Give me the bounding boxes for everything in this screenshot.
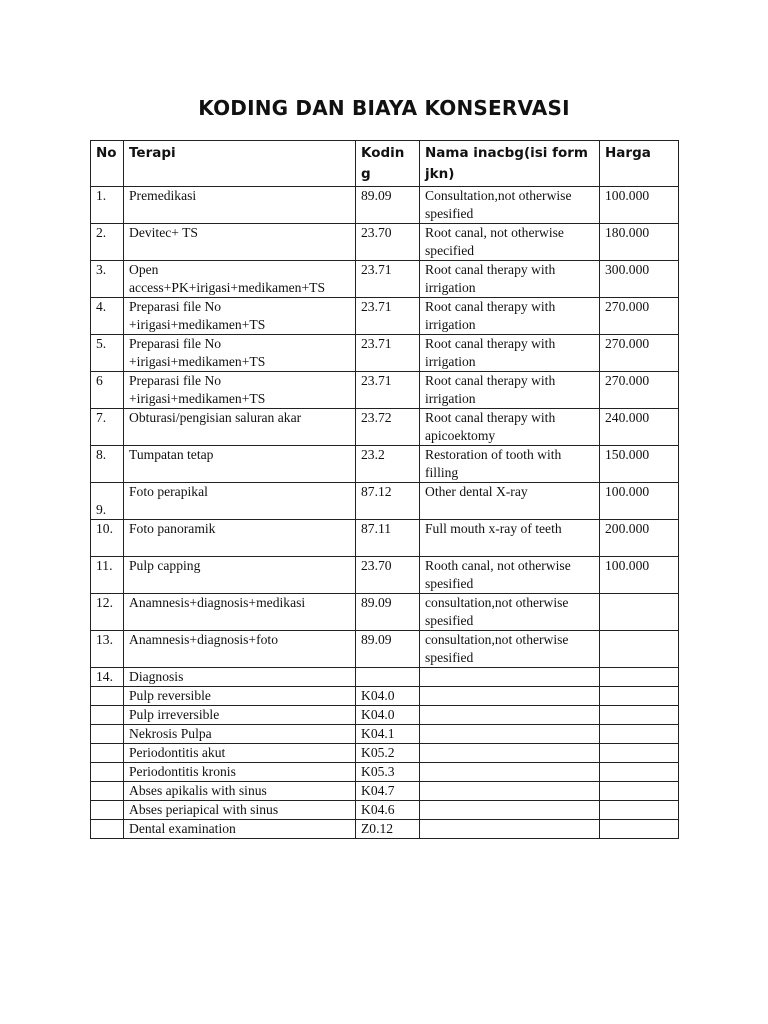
table-row (91, 706, 679, 725)
cell-nama: Restoration of tooth with filling (420, 446, 600, 483)
cell-no: 13. (91, 631, 124, 668)
cell-koding: 87.11 (356, 520, 420, 557)
cell-koding: K05.3 (356, 763, 420, 782)
cell-terapi: Diagnosis (124, 668, 356, 687)
cell-harga (600, 820, 679, 839)
cell-harga: 270.000 (600, 335, 679, 372)
cell-harga (600, 594, 679, 631)
cell-nama (420, 763, 600, 782)
cell-no: 7. (91, 409, 124, 446)
cell-no: 8. (91, 446, 124, 483)
table-row (91, 261, 679, 298)
cell-koding: K04.1 (356, 725, 420, 744)
table-row (91, 725, 679, 744)
cell-terapi: Devitec+ TS (124, 224, 356, 261)
table-row (91, 744, 679, 763)
table-row (91, 594, 679, 631)
cell-harga (600, 706, 679, 725)
cell-no (91, 725, 124, 744)
cell-terapi: Pulp capping (124, 557, 356, 594)
table-row (91, 631, 679, 668)
cell-no (91, 820, 124, 839)
cell-nama: Other dental X-ray (420, 483, 600, 520)
cell-terapi: Preparasi file No +irigasi+medikamen+TS (124, 372, 356, 409)
cell-harga: 270.000 (600, 298, 679, 335)
cell-harga (600, 631, 679, 668)
table-row (91, 820, 679, 839)
cell-no (91, 744, 124, 763)
cell-harga: 300.000 (600, 261, 679, 298)
cell-koding: K05.2 (356, 744, 420, 763)
cell-koding: 89.09 (356, 594, 420, 631)
table-row (91, 520, 679, 557)
koding-biaya-table (90, 140, 679, 839)
cell-nama: Root canal, not otherwise specified (420, 224, 600, 261)
cell-nama (420, 801, 600, 820)
cell-terapi: Abses periapical with sinus (124, 801, 356, 820)
cell-koding: K04.0 (356, 706, 420, 725)
cell-harga: 240.000 (600, 409, 679, 446)
header-koding: Koding (356, 141, 420, 187)
header-harga: Harga (600, 141, 679, 187)
cell-terapi: Foto perapikal (124, 483, 356, 520)
cell-koding: 87.12 (356, 483, 420, 520)
cell-koding: 23.2 (356, 446, 420, 483)
cell-nama (420, 744, 600, 763)
cell-terapi: Obturasi/pengisian saluran akar (124, 409, 356, 446)
cell-harga: 100.000 (600, 187, 679, 224)
cell-no: 1. (91, 187, 124, 224)
cell-harga: 100.000 (600, 557, 679, 594)
cell-harga: 150.000 (600, 446, 679, 483)
cell-nama: Root canal therapy with apicoektomy (420, 409, 600, 446)
cell-harga (600, 725, 679, 744)
table-row (91, 483, 679, 520)
table-row (91, 187, 679, 224)
cell-koding: 89.09 (356, 187, 420, 224)
table-row (91, 224, 679, 261)
cell-no: 9. (91, 483, 124, 520)
cell-terapi: Preparasi file No +irigasi+medikamen+TS (124, 298, 356, 335)
cell-nama: Root canal therapy with irrigation (420, 261, 600, 298)
cell-terapi: Pulp reversible (124, 687, 356, 706)
cell-koding: 23.70 (356, 224, 420, 261)
cell-no: 6 (91, 372, 124, 409)
table-row (91, 298, 679, 335)
cell-no (91, 706, 124, 725)
cell-harga (600, 782, 679, 801)
table-row (91, 557, 679, 594)
cell-terapi: Anamnesis+diagnosis+foto (124, 631, 356, 668)
cell-koding: K04.6 (356, 801, 420, 820)
cell-terapi: Premedikasi (124, 187, 356, 224)
cell-koding: 23.71 (356, 261, 420, 298)
cell-terapi: Open access+PK+irigasi+medikamen+TS (124, 261, 356, 298)
cell-no: 14. (91, 668, 124, 687)
cell-nama (420, 820, 600, 839)
table-row (91, 782, 679, 801)
cell-koding: 23.71 (356, 372, 420, 409)
header-no: No (91, 141, 124, 187)
cell-harga (600, 687, 679, 706)
cell-terapi: Anamnesis+diagnosis+medikasi (124, 594, 356, 631)
cell-harga (600, 744, 679, 763)
cell-harga (600, 801, 679, 820)
table-row (91, 335, 679, 372)
cell-terapi: Foto panoramik (124, 520, 356, 557)
cell-terapi: Nekrosis Pulpa (124, 725, 356, 744)
cell-nama: Root canal therapy with irrigation (420, 372, 600, 409)
cell-nama: Consultation,not otherwise spesified (420, 187, 600, 224)
cell-terapi: Periodontitis akut (124, 744, 356, 763)
cell-no: 12. (91, 594, 124, 631)
cell-nama (420, 687, 600, 706)
page-title: KODING DAN BIAYA KONSERVASI (198, 96, 570, 120)
cell-nama: Root canal therapy with irrigation (420, 335, 600, 372)
table-row (91, 372, 679, 409)
cell-koding: K04.7 (356, 782, 420, 801)
cell-terapi: Preparasi file No +irigasi+medikamen+TS (124, 335, 356, 372)
cell-harga: 270.000 (600, 372, 679, 409)
cell-nama: Rooth canal, not otherwise spesified (420, 557, 600, 594)
table-row (91, 668, 679, 687)
cell-no (91, 782, 124, 801)
cell-nama (420, 782, 600, 801)
cell-koding (356, 668, 420, 687)
cell-no: 4. (91, 298, 124, 335)
cell-terapi: Abses apikalis with sinus (124, 782, 356, 801)
cell-terapi: Pulp irreversible (124, 706, 356, 725)
cell-nama (420, 706, 600, 725)
table-row (91, 801, 679, 820)
cell-koding: 23.70 (356, 557, 420, 594)
cell-koding: 23.71 (356, 298, 420, 335)
cell-no (91, 763, 124, 782)
cell-harga: 100.000 (600, 483, 679, 520)
cell-nama (420, 668, 600, 687)
header-terapi: Terapi (124, 141, 356, 187)
cell-terapi: Tumpatan tetap (124, 446, 356, 483)
cell-harga: 200.000 (600, 520, 679, 557)
cell-nama (420, 725, 600, 744)
cell-nama: Full mouth x-ray of teeth (420, 520, 600, 557)
cell-harga (600, 668, 679, 687)
cell-no: 3. (91, 261, 124, 298)
cell-no: 10. (91, 520, 124, 557)
cell-koding: 89.09 (356, 631, 420, 668)
cell-no: 11. (91, 557, 124, 594)
cell-nama: consultation,not otherwise spesified (420, 594, 600, 631)
cell-no (91, 687, 124, 706)
cell-harga: 180.000 (600, 224, 679, 261)
cell-koding: K04.0 (356, 687, 420, 706)
table-row (91, 446, 679, 483)
cell-nama: consultation,not otherwise spesified (420, 631, 600, 668)
cell-no: 5. (91, 335, 124, 372)
header-nama-inacbg: Nama inacbg(isi form jkn) (420, 141, 600, 187)
cell-terapi: Periodontitis kronis (124, 763, 356, 782)
cell-koding: 23.71 (356, 335, 420, 372)
cell-koding: 23.72 (356, 409, 420, 446)
cell-koding: Z0.12 (356, 820, 420, 839)
cell-terapi: Dental examination (124, 820, 356, 839)
cell-nama: Root canal therapy with irrigation (420, 298, 600, 335)
cell-no: 2. (91, 224, 124, 261)
table-header-row (91, 141, 679, 187)
table-row (91, 763, 679, 782)
cell-harga (600, 763, 679, 782)
table-row (91, 687, 679, 706)
table-row (91, 409, 679, 446)
cell-no (91, 801, 124, 820)
